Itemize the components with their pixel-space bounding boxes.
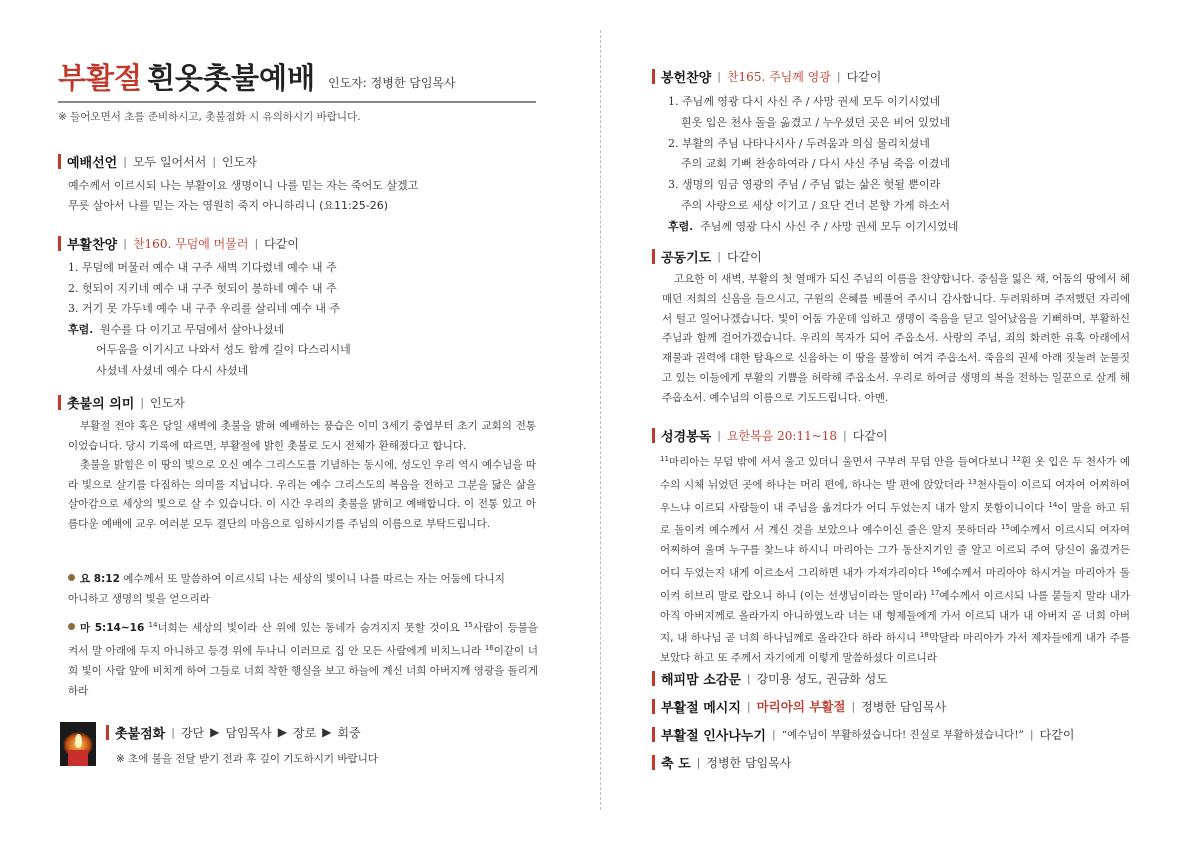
section-heading: 부활절 인사나누기 xyxy=(661,728,766,744)
lighting-step: 담임목사 xyxy=(225,725,272,740)
section-marker xyxy=(652,699,655,714)
section-sermon: 부활절 메시지 | 마리아의 부활절 | 정병한 담임목사 xyxy=(652,696,946,716)
section-marker xyxy=(652,671,655,686)
section-heading: 부활찬양 xyxy=(67,237,118,253)
bullet-icon xyxy=(68,574,75,581)
title-service-name: 흰옷촛불예배 xyxy=(147,61,316,95)
section-candle-meaning: 촛불의 의미 | 인도자 xyxy=(58,392,185,412)
candle-prep-note: ※ 들어오면서 초를 준비하시고, 촛불점화 시 유의하시기 바랍니다. xyxy=(58,111,361,123)
posture: 모두 일어서서 xyxy=(132,154,207,169)
section-heading: 축 도 xyxy=(661,756,691,772)
scripture-reference: 요한복음 20:11~18 xyxy=(726,428,838,443)
lighting-step: 강단 xyxy=(180,725,205,740)
participants: 다같이 xyxy=(1039,727,1075,742)
arrow-icon: ▶ xyxy=(210,725,220,739)
section-heading: 성경봉독 xyxy=(661,429,712,445)
prayer-text: 고요한 이 새벽, 부활의 첫 열매가 되신 주님의 이름을 찬양합니다. 중심을 잃은 채, 어둠의 땅에서 헤매던 저희의 신음을 들으시고, 구원의 은혜를 베풀어 주시니 감사합니다. 두려워하며 주저했던 자리에서 털고 일어나겠습니다. 빛이 어둠 가운데 임하고 생명이 죽음을 딛고 일어났음을 기뻐하며, 부활하신 주님과 함께 걸어가겠습니다. 우리의 목자가 되어 주옵소서. 사랑의 주님, 죄의 화려한 유혹 아래에서 재물과 권력에 대한 탐욕으로 신음하는 이 땅을 불쌍히 여겨 주옵소서. 죽음의 권세 아래 짓눌려 눈물짓고 있는 이들에게 부활의 기쁨을 허락해 주옵소서. 우리로 하여금 생명의 복을 전하는 일꾼으로 살게 해 주옵소서. 예수님의 이름으로 기도드립니다. 아멘. xyxy=(662,273,1130,404)
section-greeting: 부활절 인사나누기 | “예수님이 부활하셨습니다! 진실로 부활하셨습니다!” | 다같이 xyxy=(652,724,1074,744)
lighting-step: 회중 xyxy=(337,725,361,740)
section-marker xyxy=(652,727,655,742)
section-testimony: 해피맘 소감문 | 강미용 성도, 권금화 성도 xyxy=(652,668,888,688)
hymn-lyrics: 1. 주님께 영광 다시 사신 주 / 사망 권세 모두 이기시었네 흰옷 입은 천사 돌을 옮겼고 / 누우셨던 곳은 비어 있었네 2. 부활의 주님 나타나시사 / 두려움과 의심 물리치셨네 주의 교회 기뻐 찬송하여라 / 다시 사신 주님 죽음 이겼네 3. 생명의 임금 영광의 주님 / 주님 없는 삶은 헛될 뿐이라 주의 사랑으로 세상 이기고 / 요단 건너 본향 가게 하소서 후렴. 주님께 영광 다시 사신 주 / 사망 권세 모두 이기시었네 xyxy=(668,95,959,233)
section-marker xyxy=(652,755,655,770)
verse-ref: 마 5:14~16 xyxy=(80,622,145,634)
section-candle-lighting: 촛불점화 | 강단 ▶ 담임목사 ▶ 장로 ▶ 회중 xyxy=(106,722,361,742)
preacher: 정병한 담임목사 xyxy=(861,699,947,714)
chorus-label: 후렴. xyxy=(68,322,94,336)
section-heading: 부활절 메시지 xyxy=(661,700,741,716)
section-heading: 촛불점화 xyxy=(115,726,166,742)
participants: 다같이 xyxy=(846,69,882,84)
section-heading: 봉헌찬양 xyxy=(661,70,712,86)
section-offering-hymn: 봉헌찬양 | 찬165. 주님께 영광 | 다같이 xyxy=(652,66,881,86)
scripture-text: $^{11}$마리아는 무덤 밖에 서서 울고 있더니 울면서 구부려 무덤 안을 들여다보니 $^{12}$흰 옷 입은 두 천사가 예수의 시체 뉘었던 곳에 하나는 머리 편에, 하나는 발 편에 앉았더라 $^{13}$천사들이 이르되 여자여 어찌하여 우느냐 이르되 사람들이 내 주님을 옮겨다가 어디 두었는지 내가 알지 못함이니이다 $^{14}$이 말을 하고 뒤로 돌이켜 예수께서 서 계신 것을 보았으나 예수이신 줄은 알지 못하더라 $^{15}$예수께서 이르시되 여자여 어찌하여 울며 누구를 찾느냐 하시니 마리아는 그가 동산지기인 줄 알고 이르되 주여 당신이 옮겼거든 어디 두었는지 내게 이르소서 그리하면 내가 가져가리이다 $^{16}$예수께서 마리아야 하시거늘 마리아가 돌이켜 히브리 말로 랍오니 하니 (이는 선생님이라는 말이라) $^{17}$예수께서 이르시되 나를 붙들지 말라 내가 아직 아버지께로 올라가지 아니하였노라 너는 내 형제들에게 가서 이르되 내가 내 아버지 곧 너희 아버지, 내 하나님 곧 너희 하나님께로 올라간다 하라 하시니 $^{18}$막달라 마리아가 가서 제자들에게 내가 주를 보았다 하고 또 주께서 자기에게 이렇게 말씀하셨다 이르니라 xyxy=(660,455,1131,665)
verse-ref: 요 8:12 xyxy=(80,573,120,585)
lighting-note: ※ 초에 불을 전달 받기 전과 후 깊이 기도하시기 바랍니다 xyxy=(116,753,378,765)
section-heading: 해피맘 소감문 xyxy=(661,672,741,688)
section-marker xyxy=(652,69,655,84)
title-divider xyxy=(58,101,536,103)
section-declaration: 예배선언 | 모두 일어서서 | 인도자 xyxy=(58,151,257,171)
pastor: 정병한 담임목사 xyxy=(706,755,792,770)
lighting-step: 장로 xyxy=(292,725,317,740)
page-fold-divider xyxy=(600,30,601,810)
section-heading: 공동기도 xyxy=(661,250,712,266)
section-common-prayer: 공동기도 | 다같이 xyxy=(652,246,762,266)
section-marker xyxy=(58,154,61,169)
section-marker xyxy=(58,395,61,410)
leader: 인도자 xyxy=(222,154,257,169)
section-heading: 예배선언 xyxy=(67,155,118,171)
chorus-label: 후렴. xyxy=(668,219,694,233)
section-easter-hymn: 부활찬양 | 찬160. 무덤에 머물러 | 다같이 xyxy=(58,233,299,253)
declaration-text: 예수께서 이르시되 나는 부활이요 생명이니 나를 믿는 자는 죽어도 살겠고 무릇 살아서 나를 믿는 자는 영원히 죽지 아니하리니 (요11:25-26) xyxy=(68,179,419,212)
bullet-icon xyxy=(68,623,75,630)
section-benediction: 축 도 | 정병한 담임목사 xyxy=(652,752,791,772)
title-easter: 부활절 xyxy=(58,61,143,95)
meaning-paragraph-2: 촛불을 밝힘은 이 땅의 빛으로 오신 예수 그리스도를 기념하는 동시에, 성도인 우리 역시 예수님을 따라 빛으로 살기를 다짐하는 의미를 지닙니다. 우리는 예수 그리스도의 복음을 전하고 그분을 닮은 삶을 살아감으로 세상의 빛으로 살 수 있습니다. 이 시간 우리의 촛불을 밝히고 예배합니다. 이 전통 있고 아름다운 예배에 교우 여러분 모두 결단의 마음으로 임하시기를 주님의 이름으로 부탁드립니다. xyxy=(68,459,536,530)
candle-meaning-text xyxy=(68,417,536,535)
verse-john-8-12: 요 8:12 예수께서 또 말씀하여 이르시되 나는 세상의 빛이니 나를 따르는 자는 어둠에 다니지 아니하고 생명의 빛을 얻으리라 xyxy=(68,573,505,605)
greeting-text: “예수님이 부활하셨습니다! 진실로 부활하셨습니다!” xyxy=(781,728,1024,741)
hymn-title: 찬160. 무덤에 머물러 xyxy=(132,236,249,251)
section-marker xyxy=(106,725,109,740)
participants: 다같이 xyxy=(726,249,762,264)
leader: 인도자 xyxy=(150,395,185,410)
meaning-paragraph-1: 부활절 전야 혹은 당일 새벽에 촛불을 밝혀 예배하는 풍습은 이미 3세기 중엽부터 초기 교회의 전통이었습니다. 당시 기록에 따르면, 부활절에 밝힌 촛불로 도시 전체가 환해졌다고 합니다. xyxy=(68,420,536,452)
participants: 다같이 xyxy=(852,428,888,443)
sermon-title: 마리아의 부활절 xyxy=(756,699,846,714)
candle-icon xyxy=(60,722,96,766)
verse-matthew-5-14: 마 5:14~16 $^{14}$너희는 세상의 빛이라 산 위에 있는 동네가 숨겨지지 못할 것이요 $^{15}$사람이 등불을 켜서 말 아래에 두지 아니하고 등경 위에 두나니 이러므로 집 안 모든 사람에게 비치느니라 $^{16}$이같이 너희 빛이 사람 앞에 비치게 하여 그들로 너희 착한 행실을 보고 하늘에 계신 너희 아버지께 영광을 돌리게 하라 xyxy=(68,621,538,697)
presenters: 강미용 성도, 권금화 성도 xyxy=(756,671,888,686)
page-title xyxy=(58,60,536,102)
section-marker xyxy=(652,428,655,443)
section-marker xyxy=(58,236,61,251)
section-marker xyxy=(652,249,655,264)
hymn-title: 찬165. 주님께 영광 xyxy=(726,69,831,84)
participants: 다같이 xyxy=(264,236,299,251)
section-scripture-reading: 성경봉독 | 요한복음 20:11~18 | 다같이 xyxy=(652,425,888,445)
hymn-lyrics: 1. 무덤에 머물러 예수 내 구주 새벽 기다렸네 예수 내 주 2. 헛되이 지키네 예수 내 구주 헛되이 봉하네 예수 내 주 3. 거기 못 가두네 예수 내 구주 우리를 살리네 예수 내 주 후렴. 원수를 다 이기고 무덤에서 살아나셨네 어두움을 이기시고 나와서 성도 함께 길이 다스리시네 사셨네 사셨네 예수 다시 사셨네 xyxy=(68,261,351,377)
service-officiant: 인도자: 정병한 담임목사 xyxy=(328,76,456,90)
section-heading: 촛불의 의미 xyxy=(67,396,135,412)
arrow-icon: ▶ xyxy=(277,725,287,739)
arrow-icon: ▶ xyxy=(322,725,332,739)
